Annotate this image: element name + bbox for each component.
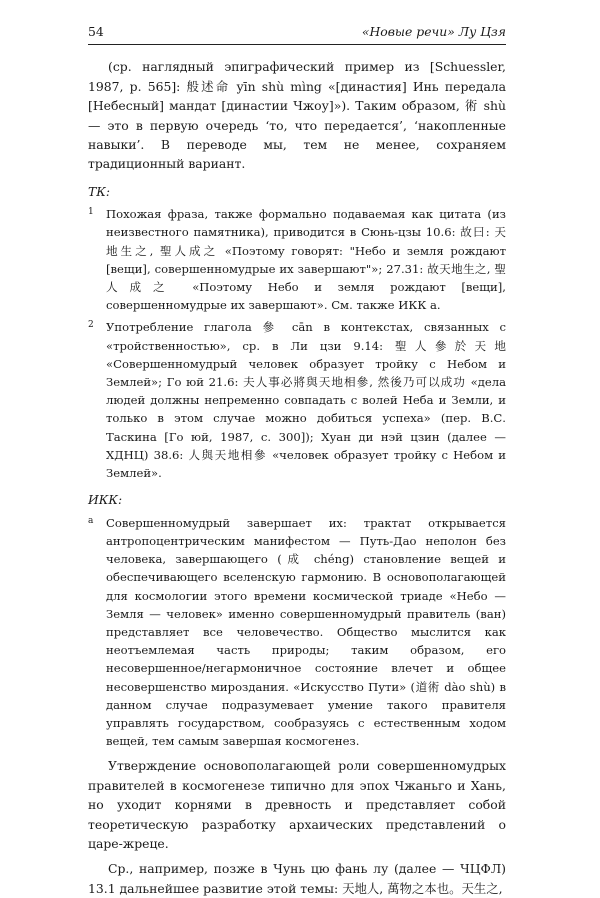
ikk-continuation-paragraph-1: Утверждение основополагающей роли совершенномудрых правителей в космогенезе типично для эпох Чжаньго и Хань, но уходит корнями в древность и представляет собой теоретическую разработку архаических представлений о царе-жреце. — [88, 758, 506, 851]
ikk-continuation-paragraph-2: Ср., например, позже в Чунь цю фань лу (далее — ЧЦФЛ) 13.1 дальнейшее развитие этой темы: 天地人, 萬物之本也。天生之, — [88, 861, 506, 896]
footnote-text: Совершенномудрый завершает их: трактат открывается антропоцентрическим манифестом — Путь-Дао неполон без человека, завершающего (成 chéng) становление вещей и обеспечивающего вселенскую гармонию. В основополагающей для космологии этого времени космической триаде «Небо — Земля — человек» именно совершенномудрый правитель (ван) представляет все человечество. Общество мыслится как неотъемлемая часть природы; таким образом, его несовершенное/негармоничное состояние влечет и общее несовершенство мироздания. «Искусство Пути» (道術 dào shù) в данном случае подразумевает умение такого правителя управлять государством, сообразуясь с естественным ходом вещей, тем самым завершая космогенез. — [106, 515, 506, 749]
tk-footnote-1 — [88, 205, 506, 314]
tk-footnote-2 — [88, 318, 506, 482]
page-number: 54 — [88, 24, 104, 39]
running-title: «Новые речи» Лу Цзя — [361, 24, 506, 39]
ikk-section-label: ИКК: — [88, 492, 123, 508]
ikk-note-a — [88, 514, 506, 751]
footnote-text: Употребление глагола 參 cān в контекстах, связанных с «тройственностью», ср. в Ли цзи 9.14: 聖人參於天地 «Совершенномудрый человек образует тройку с Небом и Землей»; Го юй 21.6: 夫人事必將與天地相參, 然後乃可以成功 «дела людей должны непременно совпадать с волей Неба и Земли, и только в этом случае можно добиться успеха» (пер. В.С. Таскина [Го юй, 1987, с. 300]); Хуан ди нэй цзин (далее — ХДНЦ) 38.6: 人與天地相參 «человек образует тройку с Небом и Землей». — [106, 320, 506, 481]
footnote-marker: 2 — [88, 320, 94, 331]
tk-section-label: ТК: — [88, 183, 111, 199]
footnote-marker: 1 — [88, 207, 94, 218]
footnote-marker: a — [88, 515, 94, 526]
running-header — [88, 22, 506, 45]
footnote-text: Похожая фраза, также формально подаваемая как цитата (из неизвестного памятника), приводится в Сюнь-цзы 10.6: 故曰: 天地生之, 聖人成之 «Поэтому говорят: "Небо и земля рождают [вещи], совершенномудрые их завершают"»; 27.31: 故天地生之, 聖人成之 «Поэтому Небо и земля рождают [вещи], совершенномудрые их завершают». См. также ИКК a. — [106, 207, 506, 313]
intro-paragraph: (ср. наглядный эпиграфический пример из [Schuessler, 1987, p. 565]: 般述命 yīn shù mìng «[династия] Инь передала [Небесный] мандат [династии Чжоу]»). Таким образом, 術 shù — это в первую очередь ‘то, что передается’, ‘накопленные навыки’. В переводе мы, тем не менее, сохраняем традиционный вариант. — [88, 59, 506, 172]
